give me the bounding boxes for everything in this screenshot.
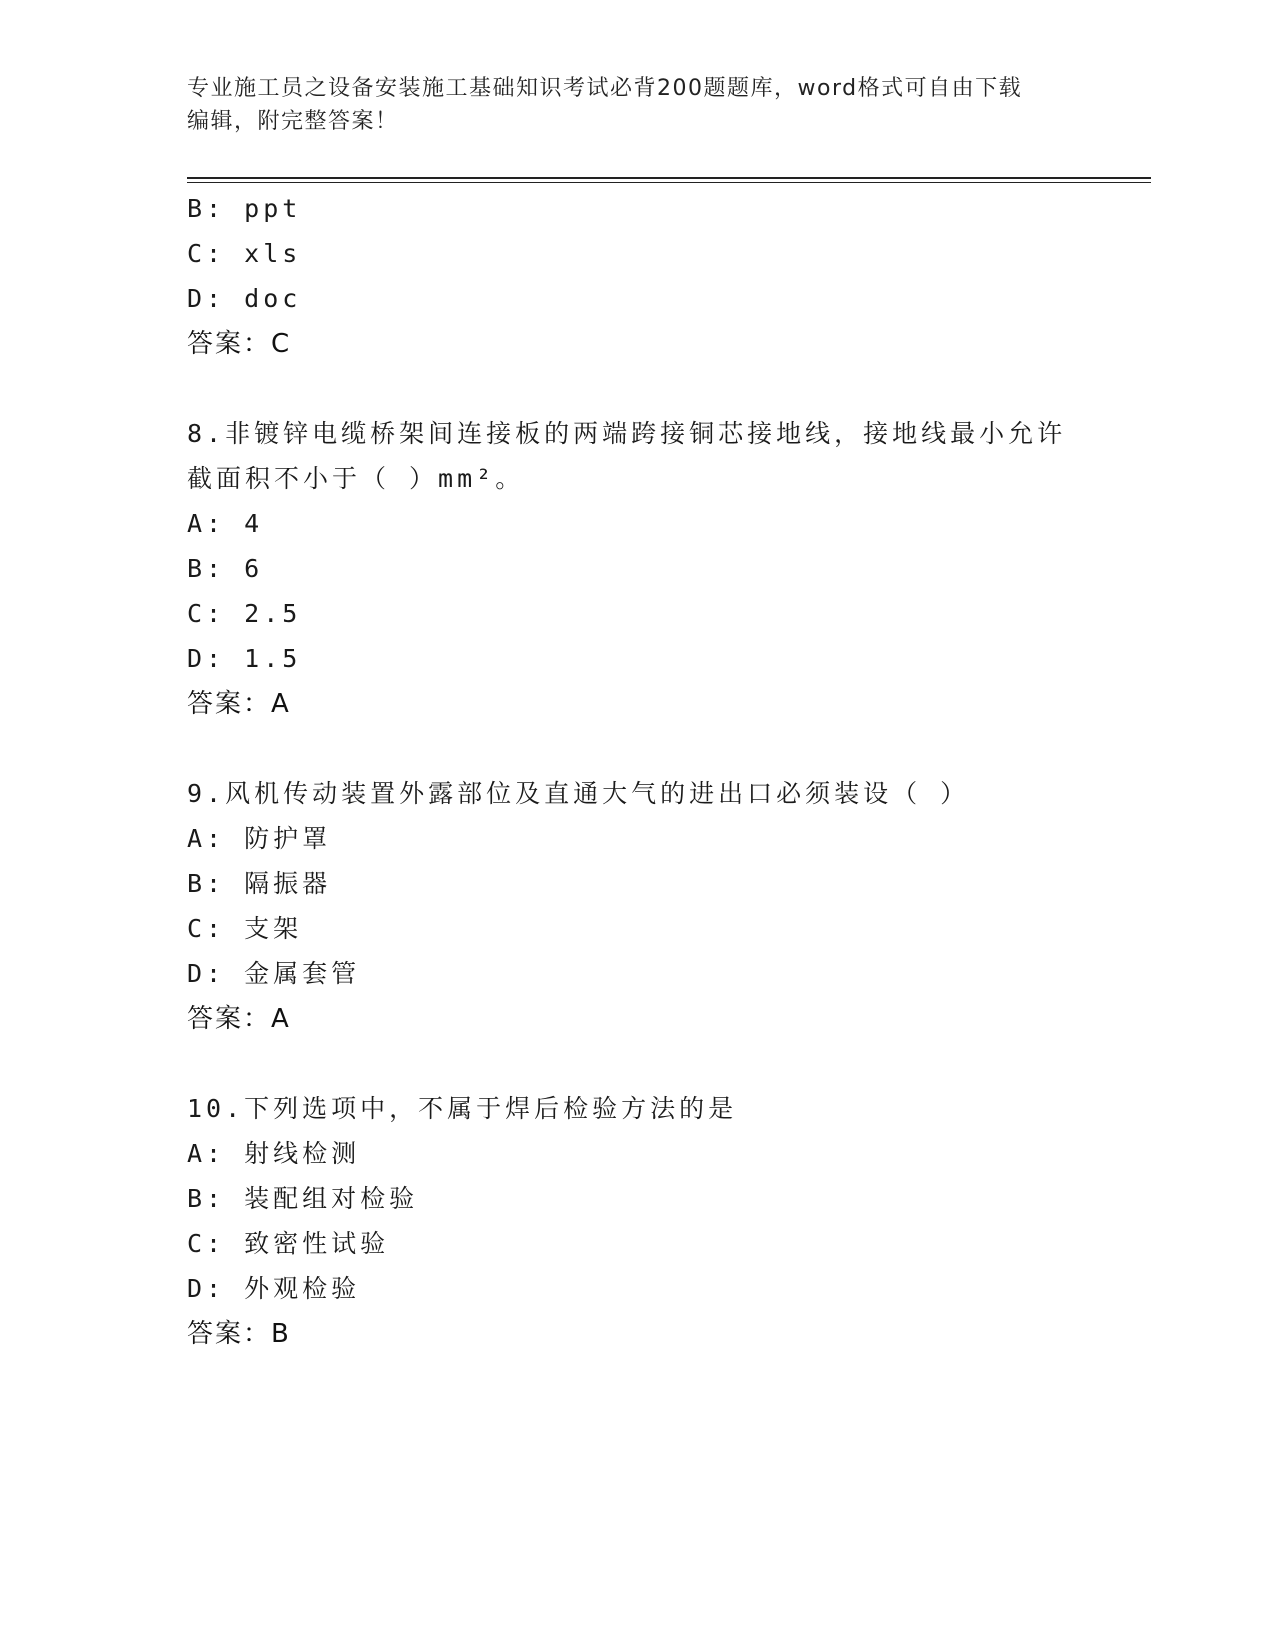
q10-option-d: D: 外观检验 — [187, 1274, 361, 1303]
header-line-2: 编辑，附完整答案！ — [187, 109, 399, 134]
q8-option-b: B: 6 — [187, 554, 264, 583]
q8-option-d: D: 1.5 — [187, 644, 302, 673]
q9-option-d: D: 金属套管 — [187, 959, 361, 988]
header-line-1: 专业施工员之设备安装施工基础知识考试必背200题题库，word格式可自由下载 — [187, 76, 1023, 101]
q8-option-c: C: 2.5 — [187, 599, 302, 628]
q10-option-c: C: 致密性试验 — [187, 1229, 390, 1258]
q8-answer: 答案：A — [187, 689, 291, 719]
q10-option-b: B: 装配组对检验 — [187, 1184, 419, 1213]
q7-option-c: C: xls — [187, 239, 302, 268]
q7-option-b: B: ppt — [187, 194, 302, 223]
q9-option-b: B: 隔振器 — [187, 869, 332, 898]
q7-answer: 答案：C — [187, 329, 292, 359]
q8-option-a: A: 4 — [187, 509, 264, 538]
header-divider-thick — [187, 177, 1151, 179]
q8-stem-line-2: 截面积不小于（ ）mm²。 — [187, 464, 525, 493]
q10-option-a: A: 射线检测 — [187, 1139, 361, 1168]
q10-answer: 答案：B — [187, 1319, 291, 1349]
q10-stem: 10.下列选项中，不属于焊后检验方法的是 — [187, 1094, 738, 1123]
q9-option-a: A: 防护罩 — [187, 824, 332, 853]
q8-stem-line-1: 8.非镀锌电缆桥架间连接板的两端跨接铜芯接地线，接地线最小允许 — [187, 419, 1067, 448]
q9-stem: 9.风机传动装置外露部位及直通大气的进出口必须装设（ ） — [187, 779, 970, 808]
document-header — [187, 72, 1067, 138]
q7-option-d: D: doc — [187, 284, 302, 313]
q9-answer: 答案：A — [187, 1004, 291, 1034]
header-divider-thin — [187, 182, 1151, 183]
q9-option-c: C: 支架 — [187, 914, 303, 943]
